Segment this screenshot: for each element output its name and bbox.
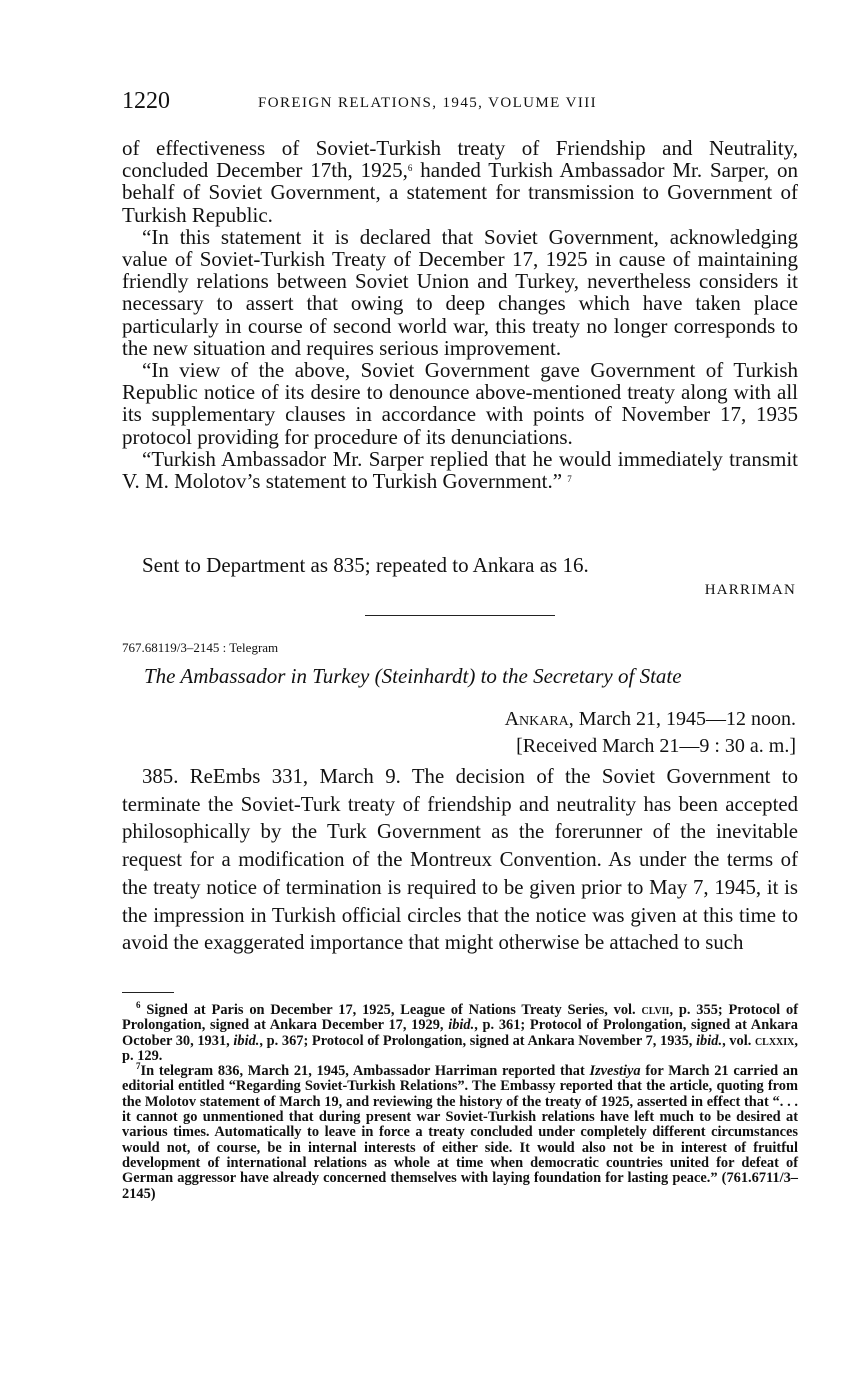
dateline: Ankara, March 21, 1945—12 noon. — [504, 708, 796, 730]
signature: HARRIMAN — [704, 582, 796, 598]
received-line: [Received March 21—9 : 30 a. m.] — [516, 735, 796, 757]
paragraph: “In this statement it is declared that Soviet Government, acknowledging value of Soviet-Turkish Treaty of December 17, 1925 in cause of maintaining friendly relations between Soviet Union and Turkey, nevertheless considers it necessary to assert that owing to deep changes which have taken place particularly in course of second world war, this treaty no longer corresponds to the new situation and requires serious improvement. — [122, 224, 798, 360]
footnote-divider — [122, 992, 174, 993]
file-reference: 767.68119/3–2145 : Telegram — [122, 640, 279, 655]
running-head: FOREIGN RELATIONS, 1945, VOLUME VIII — [258, 95, 598, 111]
page-header — [122, 88, 798, 118]
telegram-body — [122, 763, 798, 957]
footnotes — [122, 1000, 798, 1202]
continued-telegram-text — [122, 137, 798, 492]
footnote-ref-7[interactable]: 7 — [567, 474, 572, 485]
paragraph: “Turkish Ambassador Mr. Sarper replied that he would immediately transmit V. M. Molotov’s statement to Turkish Government.” $^7$ — [122, 446, 798, 494]
sent-line: Sent to Department as 835; repeated to Ankara as 16. — [142, 553, 589, 577]
paragraph: 385. ReEmbs 331, March 9. The decision of the Soviet Government to terminate the Soviet-Turk treaty of friendship and neutrality has been accepted philosophically by the Turk Government as the forerunner of the inevitable request for a modification of the Montreux Convention. As under the terms of the treaty notice of termination is required to be given prior to May 7, 1945, it is the impression in Turkish official circles that the notice was given at this time to avoid the exaggerated importance that might otherwise be attached to such — [122, 765, 798, 955]
paragraph: “In view of the above, Soviet Government gave Government of Turkish Republic notice of its desire to denounce above-mentioned treaty along with all its supplementary clauses in accordance with points of November 17, 1935 protocol providing for procedure of its denunciations. — [122, 358, 798, 449]
document-title: The Ambassador in Turkey (Steinhardt) to the Secretary of State — [144, 664, 682, 688]
page-number: 1220 — [122, 88, 170, 114]
footnote-7: $^7$In telegram 836, March 21, 1945, Ambassador Harriman reported that Izvestiya for March 21 carried an editorial entitled “Regarding Soviet-Turkish Relations”. The Embassy reported that the article, quoting from the Molotov statement of March 19, and reviewing the history of the treaty of 1925, asserted in effect that “. . . it cannot go unmentioned that during present war Soviet-Turkish relations have left much to be desired at various times. Automatically to leave in force a treaty concluded under completely different circumstances would not, of course, be in internal interests of either side. It would also not be in interest of fruitful development of international relations as whole at time when democratic countries united for defeat of German aggressor have already concerned themselves with laying foundation for lasting peace.” (761.6711/3–2145) — [122, 1061, 798, 1202]
footnote-6: $^6$ Signed at Paris on December 17, 1925, League of Nations Treaty Series, vol. clvii, p. 355; Protocol of Prolongation, signed at Ankara December 17, 1929, ibid., p. 361; Protocol of Prolongation, signed at Ankara October 30, 1931, ibid., p. 367; Protocol of Prolongation, signed at Ankara November 7, 1935, ibid., vol. clxxix, p. 129. — [122, 1000, 798, 1064]
dateline-city: Ankara — [504, 708, 569, 730]
footnote-ref-6[interactable]: 6 — [407, 163, 413, 174]
paragraph: of effectiveness of Soviet-Turkish treaty of Friendship and Neutrality, concluded December 17th, 1925,$^6$ handed Turkish Ambassador Mr. Sarper, on behalf of Soviet Government, a statement for transmission to Government of Turkish Republic. — [122, 136, 798, 227]
section-divider — [365, 615, 555, 616]
